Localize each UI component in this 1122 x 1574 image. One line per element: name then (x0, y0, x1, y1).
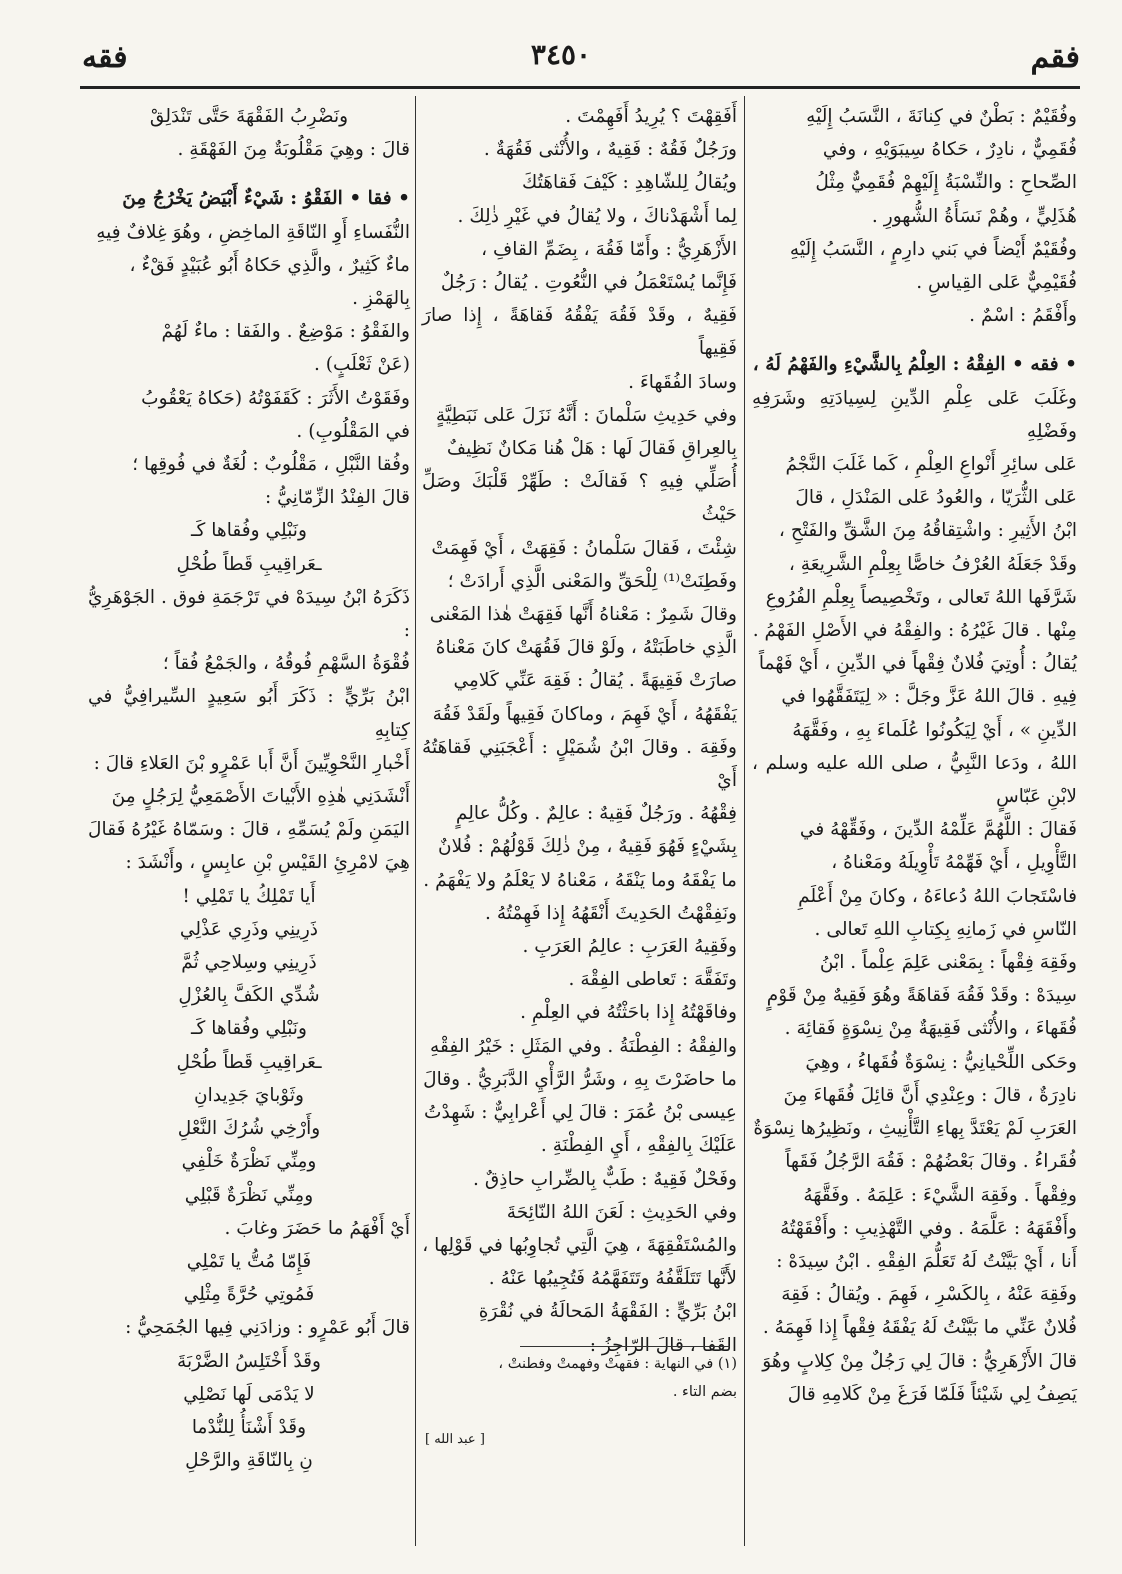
text-line: أَيْ أَفْهَمُ ما حَضَرَ وغابَ . (224, 1217, 410, 1239)
text-line: الصِّحاحِ : والنِّسْبَةُ إِلَيْهِمْ فُقَمِيٌّ مِثْلُ (815, 172, 1077, 194)
text-line: النّاسِ في زَمانِهِ بِكِتابِ اللهِ تَعالى . (814, 918, 1077, 940)
text-line: ونَضْرِبُ الفَقْهَةَ حَتَّى تَنْدَلِقْ (149, 106, 349, 127)
text-line: وفُقَيْمٌ : بَطْنٌ في كِنانَةَ ، النَّسَبُ إِلَيْهِ (806, 106, 1077, 127)
text-line: بِالهَمْزِ . (352, 288, 410, 310)
text-line: فِيهِ . قالَ اللهُ عَزَّ وجَلَّ : « لِيَتَفَقَّهُوا في (781, 686, 1077, 708)
text-line: يَصِفُ لِي شَيْئاً فَلَمّا فَرَغَ مِنْ كَلامِهِ قالَ (787, 1383, 1077, 1405)
text-line: وفِقْهاً . وفَقِهَ الشَّيْءَ : عَلِمَهُ . وفَقَّهَهُ (803, 1184, 1077, 1206)
text-line: وقَدْ أَخْتَلِسُ الضَّرْبَةَ (177, 1350, 321, 1372)
text-line: وأَفْقَهَهُ : عَلَّمَهُ . وفي التَّهْذِيبِ : وأَفْقَهْتُهُ (780, 1217, 1077, 1239)
text-line: أُصَلِّي فِيهِ ؟ فَقالَتْ : طَهِّرْ قَلْبَكَ وصَلِّ حَيْثُ (422, 471, 737, 526)
text-line: ذَرِينِي وسِلاحِي ثُمَّ (181, 952, 317, 974)
text-line: وفَقِيهُ العَرَبِ : عالِمُ العَرَبِ . (522, 936, 737, 958)
text-line: مِنْها . قالَ غَيْرُهُ : والفِقْهُ في الأَصْلِ الفَهْمُ . (752, 620, 1077, 642)
column-divider (744, 96, 745, 1546)
text-line: أَخْبارِ النَّحْوِيِّينَ أَنَّ أَبا عَمْرٍو بْنَ العَلاءِ قالَ : (93, 752, 410, 774)
text-line: فُقَهاءَ ، والأُنْثى فَقِيهَةٌ مِنْ نِسْوَةٍ فَقائِهَ . (784, 1018, 1077, 1040)
text-line: فَقالَ : اللَّهُمَّ عَلِّمْهُ الدِّينَ ، وفَقِّهْهُ في (799, 819, 1077, 841)
header-root-word-right: فقم (1030, 40, 1080, 75)
text-line: ذَرِينِي وذَرِي عَذْلِي (179, 918, 319, 940)
text-line: عَلَيْكَ بِالفِقْهِ ، أَيِ الفِطْنَةِ . (540, 1135, 737, 1157)
text-line: ما حاضَرْتَ بِهِ ، وشَرُّ الرَّأْيِ الدَّبَرِيُّ . وقالَ (423, 1068, 737, 1090)
text-line: يَفْقَهُهُ ، أَيْ فَهِمَ ، وماكانَ فَقِيهاً ولَقَدْ فَقُهَ (432, 703, 737, 725)
footnote-line: بضم التاء . (672, 1384, 737, 1400)
text-line: شِئْتَ ، فَقالَ سَلْمانُ : فَقِهَتْ ، أَيْ فَهِمَتْ (431, 537, 737, 559)
text-line: أَنْشَدَنِي هٰذِهِ الأَبْياتَ الأَصْمَعِيُّ لِرَجُلٍ مِنَ (111, 786, 410, 808)
text-line: وقالَ شَمِرٌ : مَعْناهُ أَنَّها فَقِهَتْ هٰذا المَعْنى (429, 604, 737, 626)
text-line: ونَبْلِي وفُقاها كَـ (191, 520, 307, 542)
text-line: وثَوْبايَ جَدِيدانِ (193, 1084, 305, 1106)
text-line: وفَطِنَتْ⁽¹⁾ لِلْحَقِّ والمَعْنى الَّذِي أَرادَتْ ؛ (447, 570, 737, 592)
text-line: هِيَ لامْرِئِ القَيْسِ بْنِ عابِسٍ ، وأَنْشَدَ : (125, 852, 410, 874)
text-line: صارَتْ فَقِيهَةً . يُقالُ : فَقِهَ عَنِّي كَلامِي (453, 670, 737, 692)
text-line: ـعَراقِيبِ قَطاً طُحْلِ (176, 553, 322, 575)
text-line: أَفَقِهْتَ ؟ يُرِيدُ أَفَهِمْتَ . (565, 106, 737, 127)
text-line: وفي حَدِيثِ سَلْمانَ : أَنَّهُ نَزَلَ عَلى نَبَطِيَّةٍ (435, 404, 737, 426)
text-line: النُّفَساءِ أَوِ النّاقَةِ الماخِضِ ، وهُوَ غِلافٌ فِيهِ (96, 221, 410, 243)
paragraph-gap (752, 332, 1077, 348)
page-number: ٣٤٥٠ (530, 38, 592, 71)
text-line: سِيدَهْ : وقَدْ فَقُهَ فَقاهَةً وهُوَ فَقِيهٌ مِنْ قَوْمٍ (766, 985, 1077, 1007)
text-line: ذَكَرَهُ ابْنُ سِيدَهْ في تَرْجَمَةِ فوق . الجَوْهَرِيُّ : (88, 586, 410, 642)
text-line: ومِنِّي نَظْرَةٌ قَبْلِي (184, 1184, 314, 1206)
text-line: قالَ الأَزْهَرِيُّ : قالَ لِي رَجُلٌ مِنْ كِلابٍ وهُوَ (762, 1350, 1077, 1372)
text-line: الأَزْهَرِيُّ : وأَمّا فَقُهَ ، بِضَمِّ القافِ ، (481, 238, 737, 260)
text-line: اللهُ ، ودَعا النَّبِيُّ ، صلى الله عليه وسلم ، لابْنِ عَبّاسٍ (752, 752, 1077, 808)
text-line: وأَفْقَمُ : اسْمٌ . (969, 305, 1077, 327)
text-line: قالَ الفِنْدُ الزِّمّانِيُّ : (264, 487, 410, 509)
text-line: لا يَدْمَى لَها نَصْلِي (183, 1383, 315, 1405)
text-line: ـعَراقِيبِ قَطاً طُحْلِ (176, 1051, 322, 1073)
text-line: (عَنْ ثَعْلَبٍ) . (313, 354, 410, 376)
column-divider (415, 96, 416, 1546)
text-line: نِ بِالنّاقَةِ والرَّحْلِ (185, 1450, 313, 1472)
text-line: عِيسى بْنُ عُمَرَ : قالَ لِي أَعْرابِيٌّ : شَهِدْتُ (423, 1102, 737, 1124)
text-line: قالَ أَبُو عَمْرٍو : وزادَنِي فِيها الجُمَحِيُّ : (125, 1317, 410, 1339)
text-line: نادِرَةٌ ، قالَ : وعِنْدِي أَنَّ قائِلَ فُقَهاءَ مِنَ (783, 1084, 1077, 1106)
header-root-word-left: فقه (82, 40, 128, 75)
text-line: وفَحْلٌ فَقِيهٌ : طَبٌّ بِالضِّرابِ حاذِقٌ . (473, 1168, 737, 1190)
text-line: وفَقَوْتُ الأَثَرَ : كَقَفَوْتُهُ (حَكاهُ يَعْقُوبُ (141, 387, 410, 409)
header-rule (80, 86, 1080, 89)
text-line: اليَمَنِ ولَمْ يُسَمِّهِ ، قالَ : وسَمّاهُ غَيْرُهُ فَقالَ (88, 819, 410, 841)
footnote (422, 1350, 737, 1406)
text-line: وسادَ الفُقَهاءَ . (628, 371, 737, 393)
text-line: فُقَيْمِيٌّ عَلى القِياسِ . (916, 272, 1077, 294)
text-line: هُذَلِيٍّ ، وهُمْ نَسَأَةُ الشُّهورِ . (871, 205, 1077, 227)
text-line: ابْنُ بَرِّيٍّ : ذَكَرَ أَبُو سَعِيدٍ السِّيرافِيُّ في كِتابِهِ (88, 686, 410, 741)
text-line: فُقَمِيٌّ ، نادِرٌ ، حَكاهُ سِيبَوَيْهِ ، وفي (822, 139, 1077, 161)
text-line: عَلى سائِرِ أَنْواعِ العِلْمِ ، كَما غَلَبَ النَّجْمُ (785, 454, 1077, 476)
text-line: وفَقِهَ عَنْهُ ، بِالكَسْرِ ، فَهِمَ . ويُقالُ : فَقِهَ (781, 1284, 1077, 1306)
editor-signature: [ عبد الله ] (425, 1432, 485, 1447)
text-line: ابْنُ الأَثِيرِ : واشْتِقاقُهُ مِنَ الشَّقِّ والفَتْحِ ، (778, 520, 1077, 542)
text-line: وفُقا النَّبْلِ ، مَقْلُوبٌ : لُغَةٌ في فُوقِها ؛ (132, 454, 410, 476)
text-line: وفَقِهَ . وقالَ ابْنُ شُمَيْلٍ : أَعْجَبَنِي فَقاهَتُهُ أَيْ (422, 736, 737, 792)
text-line: شُدِّي الكَفَّ بِالعُزْلِ (178, 985, 320, 1007)
text-line: التَّأْوِيلِ ، أَيْ فَهِّمْهُ تَأْوِيلَهُ ومَعْناهُ ، (831, 852, 1077, 874)
text-line: ومِنِّي نَظْرَةٌ خَلْفِي (181, 1151, 317, 1173)
text-line: ماءٌ كَثِيرٌ ، والَّذِي حَكاهُ أَبُو عُبَيْدٍ فَقْءٌ ، (129, 254, 410, 276)
text-line: وقَدْ جَعَلَهُ العُرْفُ خاصًّا بِعِلْمِ الشَّرِيعَةِ ، (788, 553, 1077, 575)
text-line: فَقِيهٌ ، وقَدْ فَقُهَ يَفْقُهُ فَقاهَةً ، إِذا صارَ فَقِيهاً (422, 305, 737, 360)
text-line: فُقَراءُ . وقالَ بَعْضُهُمْ : فَقُهَ الرَّجُلُ فَقَهاً (785, 1151, 1077, 1173)
text-line: والفِقْهُ : الفِطْنَةُ . وفي المَثَلِ : خَيْرُ الفِقْهِ (430, 1035, 737, 1057)
text-line: وفاقَهْتُهُ إِذا باحَثْتُهُ في العِلْمِ . (520, 1002, 737, 1024)
text-line: فاسْتَجابَ اللهُ دُعاءَهُ ، وكانَ مِنْ أَعْلَمِ (798, 885, 1077, 907)
text-line: وفي الحَدِيثِ : لَعَنَ اللهُ النّائِحَةَ (506, 1201, 737, 1223)
text-line: ويُقالُ لِلشّاهِدِ : كَيْفَ فَقاهَتُكَ (521, 172, 737, 194)
footnote-rule (520, 1346, 730, 1347)
text-line: والفَقْوُ : مَوْضِعٌ . والفَقا : ماءٌ لَهُمْ (161, 321, 410, 343)
text-column-left (88, 100, 410, 1477)
footnote-line: (١) في النهاية : فقهتْ وفهمتْ وفطنتْ ، (498, 1356, 737, 1372)
text-line: فَإِمّا مُتُّ يا تَمْلِي (186, 1250, 312, 1272)
text-line: عَلى الثُّرَيّا ، والعُودُ عَلى المَنْدَلِ ، قالَ (795, 487, 1077, 509)
text-line: أَيا تَمْلِكُ يا تَمْلِي ! (182, 885, 316, 907)
text-line: الَّذِي خاطَبَتْهُ ، ولَوْ قالَ فَقُهَتْ كانَ مَعْناهُ (435, 637, 737, 659)
text-line: لأَنَّها تَتَلَقَّفُهُ وتَتَفَهَّمُهُ فَتُجِيبُها عَنْهُ . (488, 1268, 737, 1290)
text-column-right (752, 100, 1077, 1411)
text-line: فِقْهُهُ . ورَجُلٌ فَقِيهٌ : عالِمٌ . وكُلُّ عالِمٍ (455, 803, 737, 825)
text-line: وفَقِهَ فِقْهاً : بِمَعْنى عَلِمَ عِلْماً . ابْنُ (819, 952, 1077, 974)
text-column-middle (422, 100, 737, 1362)
text-line: ابْنُ بَرِّيٍّ : الفَقْهَةُ المَحالَةُ في نُقْرَةِ (478, 1301, 737, 1323)
text-line: شَرَّفَها اللهُ تَعالى ، وتَخْصِيصاً بِعِلْمِ الفُرُوعِ (765, 586, 1077, 608)
text-line: وغَلَبَ عَلى عِلْمِ الدِّينِ لِسِيادَتِهِ وشَرَفِهِ وفَضْلِهِ (752, 387, 1077, 442)
paragraph-gap (88, 166, 410, 182)
text-line: فَإِنَّما يُسْتَعْمَلُ في النُّعُوتِ . يُقالُ : رَجُلٌ (440, 272, 737, 294)
text-line: أَنا ، أَيْ بَيَّنْتُ لَهُ تَعَلُّمَ الفِقْهِ . ابْنُ سِيدَهْ : (776, 1250, 1077, 1272)
text-line: العَرَبِ لَمْ يَعْتَدَّ بِهاءِ التَّأْنِيثِ ، ونَظِيرُها نِسْوَةٌ (753, 1118, 1077, 1140)
text-line: بِالعِراقِ فَقالَ لَها : هَلْ هُنا مَكانٌ نَظِيفٌ (446, 438, 737, 460)
text-line: وفُقَيْمٌ أَيْضاً في بَني دارِمٍ ، النَّسَبُ إِلَيْهِ (789, 238, 1077, 260)
text-line: الدِّينِ » ، أَيْ لِيَكُونُوا عُلَماءَ بِهِ ، وفَقَّهَهُ (792, 719, 1077, 741)
text-line: ورَجُلٌ فَقُهٌ : فَقِيهٌ ، والأُنْثى فَقُهَةٌ . (483, 139, 737, 161)
text-line: لِما أَشْهَدْناكَ ، ولا يُقالُ في غَيْرِ ذٰلِكَ . (457, 205, 737, 227)
text-line: ونَبْلِي وفُقاها كَـ (191, 1018, 307, 1040)
text-line: فُلانٌ عَنِّي ما بَيَّنْتُ لَهُ يَفْقَهُ فِقْهاً إِذا فَهِمَهُ . (762, 1317, 1077, 1339)
text-line: وقَدْ أَشْنَأُ لِلنُّدْما (191, 1416, 307, 1438)
text-line: وحَكى اللِّحْيانِيُّ : نِسْوَةٌ فُقَهاءُ ، وهِيَ (805, 1051, 1077, 1073)
text-line: فَمُوتِي حُرَّةً مِثْلِي (183, 1284, 315, 1306)
text-line: • فقا • الفَقْوُ : شَيْءٌ أَبْيَضُ يَخْرُجُ مِنَ (122, 188, 410, 210)
text-line: ونَفِقْهْتُ الحَدِيثَ أَنْقَهُهُ إِذا فَهِمْتُهُ . (485, 902, 737, 924)
text-line: يُقالُ : أُوتِيَ فُلانٌ فِقْهاً في الدِّينِ ، أَيْ فَهْماً (758, 653, 1077, 675)
text-line: قالَ : وهِيَ مَقْلُوبَةٌ مِنَ الفَهْقَةِ . (177, 139, 410, 161)
text-line: ما يَفْقَهُ وما يَنْقَهُ ، مَعْناهُ لا يَعْلَمُ ولا يَفْهَمُ . (423, 869, 737, 891)
text-line: فُقْوَةُ السَّهْمِ فُوقُهُ ، والجَمْعُ فُقاً ؛ (162, 653, 410, 675)
text-line: في المَقْلُوبِ) . (296, 420, 410, 442)
text-line: وأَرْخِي شُرُكَ النَّعْلِ (177, 1118, 321, 1140)
text-line: القَفا ، قالَ الرّاجِزُ : (589, 1334, 737, 1356)
text-line: وتَفَقَّهَ : تَعاطى الفِقْهَ . (568, 969, 737, 991)
text-line: والمُسْتَفْقِهَةَ ، هِيَ الَّتِي تُجاوِبُها في قَوْلِها ، (422, 1234, 737, 1256)
text-line: • فقه • الفِقْهُ : العِلْمُ بِالشَّيْءِ والفَهْمُ لَهُ ، (752, 354, 1077, 376)
text-line: بِشَيْءٍ فَهُوَ فَقِيهٌ ، مِنْ ذٰلِكَ قَوْلُهُمْ : فُلانٌ (438, 836, 737, 858)
